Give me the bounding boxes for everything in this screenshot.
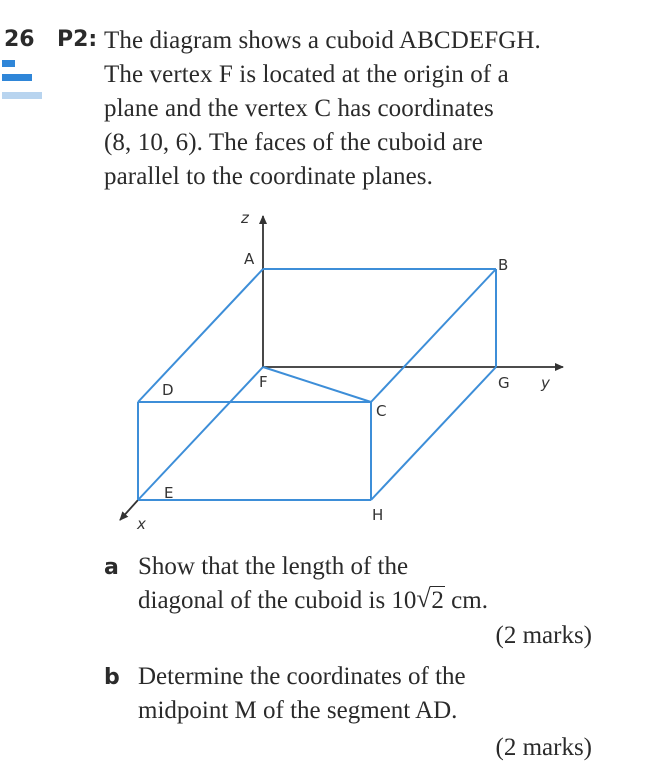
edge-FE (138, 367, 263, 500)
vertex-label-E: E (164, 484, 174, 502)
edge-BC (371, 269, 496, 402)
radicand: 2 (431, 587, 444, 614)
axis-label-x: x (137, 515, 146, 533)
difficulty-bar (2, 60, 15, 67)
stem-line: The vertex F is located at the origin of a (104, 61, 509, 88)
vertex-label-B: B (498, 256, 509, 274)
stem-line: (8, 10, 6). The faces of the cuboid are (104, 129, 483, 156)
part-b-line: Determine the coordinates of the (138, 663, 466, 690)
part-a-text (138, 550, 618, 618)
question-number: 26 (4, 27, 35, 52)
vertex-label-C: C (376, 402, 387, 420)
part-a-marks: (2 marks) (495, 622, 592, 649)
difficulty-indicator (2, 60, 42, 106)
radical-sign-icon: √ (416, 584, 431, 613)
vertex-label-A: A (244, 250, 255, 268)
part-a-letter: a (104, 555, 119, 580)
previous-question-fragment (0, 0, 660, 6)
paper-tag: P2: (57, 27, 98, 52)
square-root (416, 584, 445, 618)
diagonal-coefficient: 10 (391, 587, 417, 614)
part-a-line: Show that the length of the (138, 553, 409, 580)
diagonal-value (391, 584, 445, 614)
part-b-text (138, 660, 618, 728)
edge-AD (138, 269, 263, 402)
difficulty-bar (2, 92, 42, 99)
stem-line: parallel to the coordinate planes. (104, 163, 433, 190)
stem-line: plane and the vertex C has coordinates (104, 95, 494, 122)
diagonal-FC (263, 367, 371, 402)
stem-line: The diagram shows a cuboid ABCDEFGH. (104, 27, 541, 54)
vertex-label-H: H (372, 506, 384, 524)
part-b-marks: (2 marks) (495, 734, 592, 761)
axis-label-y: y (541, 374, 550, 392)
vertex-label-D: D (162, 381, 174, 399)
vertex-label-G: G (498, 374, 510, 392)
difficulty-bar (2, 74, 32, 81)
part-b-letter: b (104, 665, 120, 690)
unit: cm. (444, 587, 488, 614)
part-b-line: midpoint M of the segment AD. (138, 697, 458, 724)
part-a-line-text: diagonal of the cuboid is (138, 587, 392, 614)
question-stem (104, 24, 624, 194)
axis-label-z: z (241, 209, 249, 227)
part-a-line (138, 584, 618, 618)
x-axis (120, 500, 138, 520)
cuboid-diagram (100, 200, 580, 540)
edge-GH (371, 367, 496, 500)
vertex-label-F: F (259, 373, 268, 391)
